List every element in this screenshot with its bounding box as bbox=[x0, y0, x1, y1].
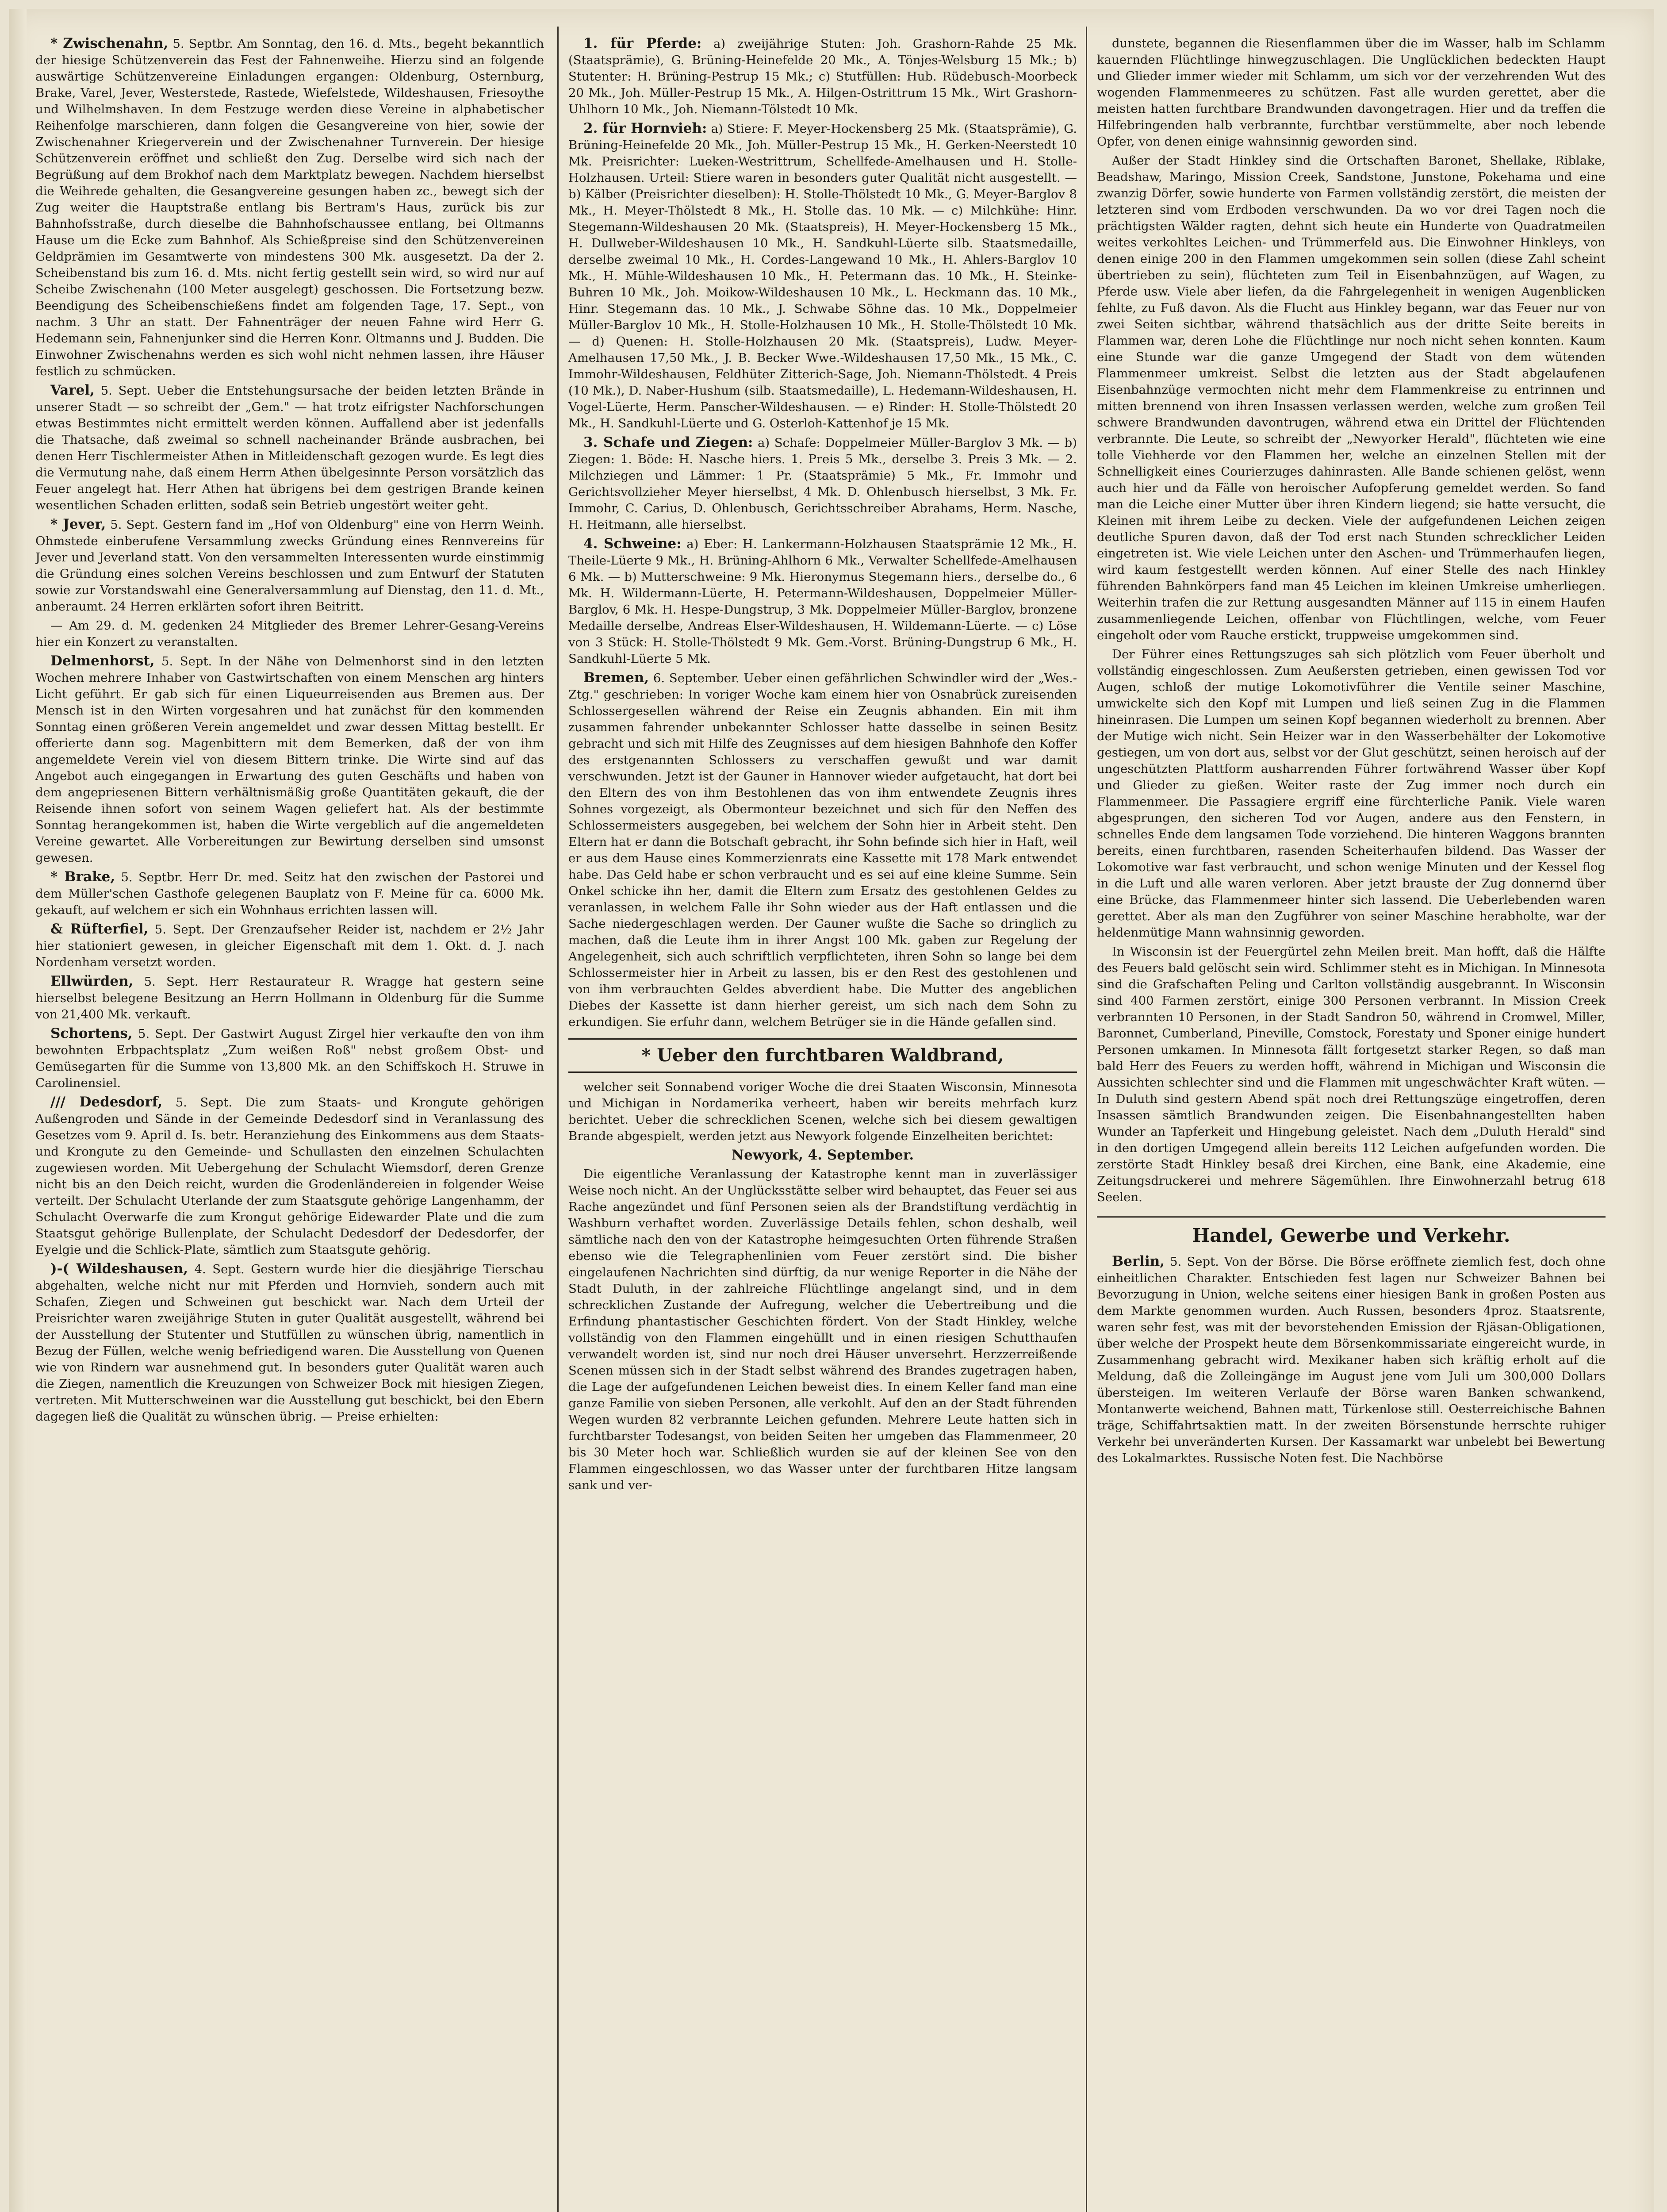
article-headline: 3. Schafe und Ziegen: bbox=[583, 434, 753, 450]
article-headline: Delmenhorst, bbox=[50, 653, 155, 669]
article-paragraph bbox=[568, 536, 1077, 667]
article-banner-headline: * Ueber den furchtbaren Waldbrand, bbox=[568, 1038, 1077, 1073]
article-paragraph bbox=[1097, 153, 1606, 644]
column-2 bbox=[568, 35, 1077, 2212]
article-text: welcher seit Sonnabend voriger Woche die drei Staaten Wisconsin, Minnesota und Michigan in Nordamerika verheert, haben wir bereits mehrfach kurz berichtet. Ueber die schrecklichen Scenen, welche sich bei diesem gewaltigen Brande abgespielt, werden jetzt aus Newyork folgende Einzelheiten berichtet: bbox=[568, 1080, 1077, 1143]
article-dateline: Newyork, 4. September. bbox=[731, 1147, 914, 1163]
article-text: a) Stiere: F. Meyer-Hockensberg 25 Mk. (Staatsprämie), G. Brüning-Heinefelde 20 Mk., Joh. Müller-Pestrup 15 Mk., H. Gerken-Neerstedt 10 Mk. Preisrichter: Lueken-Westrittrum, Schellfede-Amelhausen und H. Stolle-Holzhausen. Urteil: Stiere waren in besonders guter Qualität nicht ausgestellt. — b) Kälber (Preisrichter dieselben): H. Stolle-Thölstedt 10 Mk., G. Meyer-Barglov 8 Mk., H. Meyer-Thölstedt 8 Mk., H. Stolle das. 10 Mk. — c) Milchkühe: Hinr. Stegemann-Wildeshausen 20 Mk. (Staatspreis), H. Meyer-Hockensberg 15 Mk., H. Dullweber-Wildeshausen 10 Mk., H. Sandkuhl-Lüerte silb. Staatsmedaille, derselbe zweimal 10 Mk., H. Cordes-Langewand 10 Mk., H. Ahlers-Barglov 10 Mk., H. Mühle-Wildeshausen 10 Mk., H. Petermann das. 10 Mk., H. Steinke-Buhren 10 Mk., Joh. Moikow-Wildeshausen 10 Mk., L. Heckmann das. 10 Mk., Hinr. Stegemann das. 10 Mk., J. Schwabe Söhne das. 10 Mk., Doppelmeier Müller-Barglov 10 Mk., H. Stolle-Holzhausen 10 Mk., H. Stolle-Thölstedt 10 Mk. — d) Quenen: H. Stolle-Holzhausen 20 Mk. (Staatspreis), Ludw. Meyer-Amelhausen 17,50 Mk., J. B. Becker Wwe.-Wildeshausen 17,50 Mk., 15 Mk., C. Immohr-Wildeshausen, Feldhüter Zitterich-Sage, Joh. Niemann-Thölstedt. 4 Preis (10 Mk.), D. Naber-Hushum (silb. Staatsmedaille), L. Hedemann-Wildeshausen, H. Vogel-Lüerte, Herm. Panscher-Wildeshausen. — e) Rinder: H. Stolle-Thölstedt 20 Mk., H. Sandkuhl-Lüerte und G. Osterloh-Kattenhof je 15 Mk. bbox=[568, 122, 1077, 430]
article-text: a) zweijährige Stuten: Joh. Grashorn-Rahde 25 Mk. (Staatsprämie), G. Brüning-Heinefelde 20 Mk., A. Tönjes-Welsburg 15 Mk.; b) Stutenter: H. Brüning-Pestrup 15 Mk.; c) Stutfüllen: Hub. Rüdebusch-Moorbeck 20 Mk., Joh. Müller-Pestrup 15 Mk., A. Hilgen-Ostrittrum 15 Mk., Wirt Grashorn-Uhlhorn 10 Mk., Joh. Niemann-Tölstedt 10 Mk. bbox=[568, 37, 1077, 116]
article-headline: * Brake, bbox=[50, 869, 115, 885]
article-text: Die eigentliche Veranlassung der Katastrophe kennt man in zuverlässiger Weise noch nicht. An der Unglücksstätte selber wird behauptet, das Feuer sei aus Rache angezündet und fünf Personen seien als der Brandstiftung verdächtig in Washburn verhaftet worden. Zuverlässige Details fehlen, schon deshalb, weil sämtliche nach den von der Katastrophe heimgesuchten Orten führende Straßen ebenso wie die Telegraphenlinien vom Feuer zerstört sind. Die bisher eingelaufenen Nachrichten sind dürftig, da nur wenige Reporter in die Nähe der Stadt Duluth, in der zahlreiche Flüchtlinge angelangt sind, und in dem schrecklichen Zustande der Aufregung, welcher die Uebertreibung und die Erfindung phantastischer Geschichten fördert. Von der Stadt Hinkley, welche vollständig von den Flammen eingehüllt und in einen riesigen Schutthaufen verwandelt worden ist, sind nur noch drei Häuser unversehrt. Herzzerreißende Scenen müssen sich in der Stadt selbst während des Brandes zugetragen haben, die Lage der aufgefundenen Leichen beweist dies. In einem Keller fand man eine ganze Familie von sieben Personen, alle verkohlt. Auf den an der Stadt führenden Wegen wurden 82 verbrannte Leichen gefunden. Mehrere Leute hatten sich in furchtbarster Todesangst, von beiden Seiten her umgeben das Flammenmeer, 20 bis 30 Meter hoch war. Schließlich wurden sie auf der kleinen See von den Flammen eingeschlossen, wo das Wasser unter der furchtbaren Hitze langsam sank und ver- bbox=[568, 1167, 1077, 1492]
article-headline: Berlin, bbox=[1112, 1253, 1165, 1269]
article-text: 4. Sept. Gestern wurde hier die diesjährige Tierschau abgehalten, welche nicht nur mit Pferden und Hornvieh, sondern auch mit Schafen, Ziegen und Schweinen gut beschickt war. Nach dem Urteil der Preisrichter waren zweijährige Stuten in guter Qualität ausgestellt, während bei der Ausstellung der Stutenter und Stutfüllen zu wünschen übrig, namentlich in Bezug der Füllen, welche wenig befriedigend waren. Die Ausstellung von Quenen wie von Rindern war ausnehmend gut. In besonders guter Qualität waren auch die Ziegen, namentlich die Kreuzungen von Schweizer Bock mit hiesigen Ziegen, vertreten. Mit Mutterschweinen war die Ausstellung gut beschickt, bei den Ebern dagegen ließ die Qualität zu wünschen übrig. — Preise erhielten: bbox=[35, 1262, 544, 1424]
article-headline: 2. für Hornvieh: bbox=[583, 120, 707, 136]
article-paragraph bbox=[568, 670, 1077, 1030]
article-paragraph bbox=[1097, 646, 1606, 941]
column-3 bbox=[1097, 35, 1606, 2212]
article-text: — Am 29. d. M. gedenken 24 Mitglieder des Bremer Lehrer-Gesang-Vereins hier ein Konzert zu veranstalten. bbox=[35, 618, 544, 649]
article-paragraph bbox=[35, 1261, 544, 1425]
page-fold-shadow bbox=[9, 9, 27, 2212]
column-rule-right bbox=[1086, 27, 1087, 2212]
article-text: 6. September. Ueber einen gefährlichen Schwindler wird der „Wes.-Ztg." geschrieben: In voriger Woche kam einem hier von Osnabrück zureisenden Schlossergesellen während der Reise ein Zeugnis abhanden. Ein mit ihm zusammen fahrender unbekannter Schlosser hatte dasselbe in seinen Besitz gebracht und sich mit Hilfe des Zeugnisses auf dem hiesigen Bahnhofe den Koffer des erstgenannten Schlossers zu verschaffen gewußt und war damit verschwunden. Jetzt ist der Gauner in Hannover wieder aufgetaucht, hat dort bei den Eltern des von ihm Bestohlenen das von ihm entwendete Zeugnis ihres Sohnes vorgezeigt, als Obermonteur bezeichnet und sich für den Neffen des Schlossermeisters ausgegeben, bei welchem der Sohn hier in Arbeit steht. Den Eltern hat er dann die Botschaft gebracht, ihr Sohn befinde sich hier in Haft, weil er aus dem Hause eines Kommerzienrats eine Kassette mit 178 Mark entwendet habe. Das Geld habe er schon verbraucht und es sei auf eine kleine Summe. Sein Onkel schicke ihn her, damit die Eltern zum Ersatz des gestohlenen Geldes zu veranlassen, in welchem Falle ihr Sohn wieder aus der Haft entlassen und die Sache niedergeschlagen werden. Der Gauner wußte die Sache so dringlich zu machen, daß die Leute ihm in ihrer Angst 100 Mk. gaben zur Regelung der Angelegenheit, sich auch schriftlich verpflichteten, ihren Sohn so lange bei dem Schlossermeister hier in Arbeit zu lassen, bis er den Rest des gestohlenen und von ihm verbrauchten Geldes abverdient habe. Die Mutter des angeblichen Diebes der Kassette ist dann hierher gereist, um sich nach dem Sohn zu erkundigen. Sie erfuhr dann, welchem Betrüger sie in die Hände gefallen sind. bbox=[568, 671, 1077, 1029]
article-headline: )-( Wildeshausen, bbox=[50, 1261, 188, 1277]
article-text: Der Führer eines Rettungszuges sah sich plötzlich vom Feuer überholt und vollständig eingeschlossen. Zum Aeußersten getrieben, einen gewissen Tod vor Augen, schloß der mutige Lokomotivführer die Ventile seiner Maschine, umwickelte sich den Kopf mit Lumpen und ließ seinen Zug in die Flammen hineinrasen. Die Lumpen um seinen Kopf begannen wiederholt zu brennen. Aber der Mutige wich nicht. Sein Heizer war in den Wasserbehälter der Lokomotive gestiegen, um von dort aus, selbst vor der Glut geschützt, seinen heroisch auf der ungeschützten Plattform ausharrenden Führer fortwährend Wasser über Kopf und Glieder zu gießen. Weiter raste der Zug immer noch durch ein Flammenmeer. Die Passagiere ergriff eine fürchterliche Panik. Viele waren abgesprungen, den sicheren Tod vor Augen, andere aus den Fenstern, in schnelles Ende dem langsamen Tode vorziehend. Die hinteren Waggons brannten bereits, einen furchtbaren, rasenden Scheiterhaufen bildend. Das Wasser der Lokomotive war fast verbraucht, und schon wenige Minuten und der Kessel flog in die Luft und alle waren verloren. Aber jetzt brauste der Zug donnernd über eine Brücke, das Flammenmeer hinter sich lassend. Die Ueberlebenden waren gerettet. Aber als man den Zugführer von seiner Maschine herabholte, war der heldenmütige Mann wahnsinnig geworden. bbox=[1097, 647, 1606, 940]
article-text: 5. Sept. Ueber die Entstehungsursache der beiden letzten Brände in unserer Stadt — so schreibt der „Gem." — hat trotz eifrigster Nachforschungen etwas Bestimmtes nicht ermittelt werden können. Auffallend aber ist jedenfalls die Thatsache, daß zweimal so schnell nacheinander Brände ausbrachen, bei denen Herr Tischlermeister Athen in Mitleidenschaft gezogen wurde. Es legt dies die Vermutung nahe, daß einem Herrn Athen übelgesinnte Person vorsätzlich das Feuer angelegt hat. Herr Athen hat übrigens bei dem gestrigen Brande keinen wesentlichen Schaden erlitten, sodaß sein Betrieb ungestört weiter geht. bbox=[35, 384, 544, 512]
column-rule-left bbox=[557, 27, 559, 2212]
article-text: 5. Sept. In der Nähe von Delmenhorst sind in den letzten Wochen mehrere Inhaber von Gastwirtschaften von einem Menschen arg hinters Licht geführt. Er gab sich für einen Liqueurreisenden aus Bremen aus. Der Mensch ist in den Wirten vorgesahren und hat zunächst für den kommenden Sonntag einen größeren Verein angemeldet und zwar dessen Mittag bestellt. Er offerierte dann sog. Magenbittern mit dem Bemerken, daß der von ihm angemeldete Verein viel von diesem Bittern trinke. Die Wirte sind auf das Angebot auch eingegangen in Erwartung des guten Geschäfts und haben von dem angepriesenen Bittern verhältnismäßig große Quantitäten gekauft, die der Reisende ihnen sofort von seinem Wagen geliefert hat. Als der bestimmte Sonntag herangekommen ist, haben die Wirte vergeblich auf die angemeldeten Vereine gewartet. Alle Vorbereitungen zur Bewirtung derselben sind umsonst gewesen. bbox=[35, 654, 544, 865]
article-text: 5. Septbr. Am Sonntag, den 16. d. Mts., begeht bekanntlich der hiesige Schützenverein das Fest der Fahnenweihe. Hierzu sind an folgende auswärtige Schützenvereine Einladungen ergangen: Oldenburg, Osternburg, Brake, Varel, Jever, Westerstede, Rastede, Wiefelstede, Wildeshausen, Friesoythe und Wilhelmshaven. In dem Festzuge werden diese Vereine in alphabetischer Reihenfolge marschieren, dann folgen die Gesangvereine von hier, sowie der Zwischenahner Kriegerverein und der Zwischenahner Turnverein. Der hiesige Schützenverein eröffnet und schließt den Zug. Derselbe wird sich nach der Begrüßung auf dem Brokhof nach dem Marktplatz bewegen. Nachdem hierselbst die Weihrede gehalten, die Gesangvereine gesungen haben zc., bewegt sich der Zug weiter die Hauptstraße entlang bis Bertram's Haus, zurück bis zur Bahnhofsstraße, durch dieselbe die Bahnhofschaussee entlang, bei Oltmanns Hause um die Ecke zum Bahnhof. Als Schießpreise sind den Schützenvereinen Geldprämien im Gesamtwerte von mindestens 300 Mk. ausgesetzt. Da der 2. Scheibenstand bis zum 16. d. Mts. nicht fertig gestellt sein wird, so wird nur auf Scheibe Zwischenahn (100 Meter ausgelegt) geschossen. Die Fortsetzung bezw. Beendigung des Scheibenschießens findet am folgenden Tage, 17. Sept., von nachm. 3 Uhr an statt. Der Fahnenträger der neuen Fahne wird Herr G. Hedemann sein, Fahnenjunker sind die Herren Konr. Oltmanns und J. Budden. Die Einwohner Zwischenahns werden es sich wohl nicht nehmen lassen, ihre Häuser festlich zu schmücken. bbox=[35, 37, 544, 378]
article-paragraph bbox=[35, 516, 544, 615]
article-headline: * Jever, bbox=[50, 516, 106, 532]
article-text: dunstete, begannen die Riesenflammen über die im Wasser, halb im Schlamm kauernden Flüchtlinge hinwegzuschlagen. Die Unglücklichen bedeckten Haupt und Glieder immer wieder mit Schlamm, um sich vor der verzehrenden Wut des wogenden Flammenmeeres zu schützen. Fast alle wurden gerettet, aber die meisten hatten furchtbare Brandwunden davongetragen. Hier und da treffen die Hilfebringenden halb verbrannte, furchtbar verstümmelte, aber noch lebende Opfer, von denen einige wahnsinnig geworden sind. bbox=[1097, 36, 1606, 149]
article-paragraph bbox=[35, 1025, 544, 1091]
article-paragraph bbox=[568, 120, 1077, 432]
article-headline: Bremen, bbox=[583, 670, 649, 686]
article-paragraph bbox=[35, 618, 544, 650]
article-text: 5. Septbr. Herr Dr. med. Seitz hat den zwischen der Pastorei und dem Müller'schen Gasthofe gelegenen Bauplatz von F. Meine für ca. 6000 Mk. gekauft, auf welchem er sich ein Wohnhaus errichten lassen will. bbox=[35, 870, 544, 917]
article-text: 5. Sept. Gestern fand im „Hof von Oldenburg" eine von Herrn Weinh. Ohmstede einberufene Versammlung zwecks Gründung eines Rennvereins für Jever und Jeverland statt. Von den versammelten Interessenten wurde einstimmig die Gründung eines solchen Vereins beschlossen und zum Entwurf der Statuten sowie zur Vorstandswahl eine Generalversammlung auf Dienstag, den 11. d. Mt., anberaumt. 24 Herren erklärten sofort ihren Beitritt. bbox=[35, 518, 544, 614]
article-paragraph bbox=[568, 1079, 1077, 1144]
article-headline: Ellwürden, bbox=[50, 973, 134, 989]
article-paragraph bbox=[35, 653, 544, 866]
article-paragraph bbox=[35, 35, 544, 380]
article-text: 5. Sept. Von der Börse. Die Börse eröffnete ziemlich fest, doch ohne einheitlichen Charakter. Entschieden fest lagen nur Schweizer Bahnen bei Bevorzugung in Union, welche seitens einer hiesigen Bank in großen Posten aus dem Markte genommen wurden. Auch Russen, besonders 4proz. Staatsrente, waren sehr fest, was mit der bevorstehenden Emission der Rjäsan-Obligationen, über welche der Prospekt heute dem Börsenkommissariate eingereicht wurde, in Zusammenhang gebracht wird. Mexikaner haben sich kräftig erholt auf die Meldung, daß die Zolleingänge im August jene vom Juli um 300,000 Dollars übersteigen. Im weiteren Verlaufe der Börse waren Banken schwankend, Montanwerte weichend, Bahnen matt, Türkenlose still. Oesterreichische Bahnen träge, Schiffahrtsaktien matt. In der zweiten Börsenstunde herrschte ruhiger Verkehr bei unveränderten Kursen. Der Kassamarkt war unbelebt bei Bewertung des Lokalmarktes. Russische Noten fest. Die Nachbörse bbox=[1097, 1255, 1606, 1465]
article-text: 5. Sept. Der Gastwirt August Zirgel hier verkaufte den von ihm bewohnten Erbpachtsplatz „Zum weißen Roß" nebst großem Obst- und Gemüsegarten für die Summe von 13,800 Mk. an den Schiffskoch H. Struwe in Carolinensiel. bbox=[35, 1027, 544, 1090]
article-text: 5. Sept. Herr Restaurateur R. Wragge hat gestern seine hierselbst belegene Besitzung an Herrn Hollmann in Oldenburg für die Summe von 21,400 Mk. verkauft. bbox=[35, 975, 544, 1022]
article-headline: /// Dedesdorf, bbox=[50, 1094, 163, 1110]
article-text: Außer der Stadt Hinkley sind die Ortschaften Baronet, Shellake, Riblake, Beadshaw, Maringo, Mission Creek, Sandstone, Junstone, Pokehama und eine zwanzig Dörfer, sowie hunderte von Farmen vollständig zerstört, die meisten der letzteren sind vom Erdboden verschwunden. Da wo vor drei Tagen noch die prächtigsten Wälder ragten, dehnt sich heute ein Hunderte von Quadratmeilen weites verkohltes Leichen- und Trümmerfeld aus. Die Einwohner Hinkleys, von denen einige 200 in den Flammen umgekommen sein sollen (diese Zahl scheint übertrieben zu sein), flüchteten zum Teil in Eisenbahnzügen, auf Wagen, zu Pferde usw. Viele aber liefen, da die Fahrgelegenheit in wenigen Augenblicken fehlte, zu Fuß davon. Als die Flucht aus Hinkley begann, war das Feuer nur von zwei Seiten sichtbar, während thatsächlich aus der dritte Seite bereits in Flammen war, deren Lohe die Flüchtlinge nur noch nicht sehen konnten. Kaum eine Stunde war die ganze Umgegend der Stadt von dem wütenden Flammenmeer umkreist. Selbst die letzten aus der Stadt abgelaufenen Eisenbahnzüge vermochten nicht mehr dem Flammenkreise zu entrinnen und mitten brennend von ihren Insassen verlassen werden, welche zum großen Teil schwere Brandwunden davontrugen, während etwa ein Drittel der Flüchtenden verbrannte. Die Leute, so schreibt der „Newyorker Herald", flüchteten wie eine tolle Viehherde vor den Flammen her, welche an einzelnen Stellen mit der Schnelligkeit eines Courierzuges dahinrasten. Alle Bande schienen gelöst, wenn auch hier und da Fälle von heroischer Aufopferung gemeldet werden. So fand man die Leiche einer Mutter über ihren Kindern liegend; sie hatte versucht, die Kleinen mit ihrem Leibe zu decken. Viele der aufgefundenen Leichen zeigen deutliche Spuren davon, daß der Tod erst nach Stunden schrecklicher Leiden eingetreten ist. Wie viele Leichen unter den Aschen- und Trümmerhaufen liegen, wird kaum festgestellt werden können. Auf einer Stelle des nach Hinkley führenden Bahnkörpers fand man 45 Leichen im kleinen Umkreise umherliegen. Weiterhin trafen die zur Rettung ausgesandten Männer auf 115 in einem Haufen zusammenliegende Leichen, offenbar von Flüchtlingen, welche, vom Feuer eingeholt oder vom Rauche erstickt, truppweise umgekommen sind. bbox=[1097, 154, 1606, 642]
article-text: a) Schafe: Doppelmeier Müller-Barglov 3 Mk. — b) Ziegen: 1. Böde: H. Nasche hiers. 1. Preis 5 Mk., derselbe 3. Preis 3 Mk. — 2. Milchziegen und Lämmer: 1 Pr. (Staatsprämie) 5 Mk., Fr. Immohr und Gerichtsvollzieher Meyer hierselbst, 4 Mk. D. Ohlenbusch hierselbst, 3 Mk. Fr. Immohr, C. Carius, D. Ohlenbusch, Gerichtsschreiber Abrahams, Herm. Nasche, H. Heitmann, alle hierselbst. bbox=[568, 436, 1077, 532]
article-headline: Schortens, bbox=[50, 1025, 133, 1041]
article-paragraph bbox=[568, 35, 1077, 118]
article-text: a) Eber: H. Lankermann-Holzhausen Staatsprämie 12 Mk., H. Theile-Lüerte 9 Mk., H. Brüning-Ahlhorn 6 Mk., Verwalter Schellfede-Amelhausen 6 Mk. — b) Mutterschweine: 9 Mk. Hieronymus Stegemann hiers., derselbe do., 6 Mk. H. Wildermann-Lüerte, H. Petermann-Wildeshausen, Doppelmeier Müller-Barglov, 6 Mk. H. Hespe-Dungstrup, 3 Mk. Doppelmeier Müller-Barglov, bronzene Medaille derselbe, Andreas Elser-Wildeshausen, H. Wildemann-Lüerte. — c) Löse von 3 Stück: H. Stolle-Thölstedt 9 Mk. Gem.-Vorst. Brüning-Dungstrup 6 Mk., H. Sandkuhl-Lüerte 5 Mk. bbox=[568, 537, 1077, 666]
section-heading: Handel, Gewerbe und Verkehr. bbox=[1097, 1216, 1606, 1248]
article-text: In Wisconsin ist der Feuergürtel zehn Meilen breit. Man hofft, daß die Hälfte des Feuers bald gelöscht sein wird. Schlimmer steht es in Michigan. In Minnesota sind die Grafschaften Peling und Carlton vollständig ausgebrannt. In Wisconsin sind 400 Farmen zerstört, einige 300 Personen verbrannt. In Mission Creek verbrannten 10 Personen, in der Stadt Sandron 50, während in Cromwel, Miller, Baronnet, Cumberland, Pineville, Comstock, Forestaty und Sponer einige hundert Personen umkamen. In Minnesota fällt fortgesetzt starker Regen, so daß man bald Herr des Feuers zu werden hofft, während in Michigan und Wisconsin die Aussichten schlechter sind und die Flammen mit ungeschwächter Kraft wüten. — In Duluth sind gestern Abend spät noch drei Rettungszüge eingetroffen, deren Insassen sämtlich Brandwunden zeigen. Die Eisenbahnangestellten haben Wunder an Tapferkeit und Hingebung geleistet. Nach dem „Duluth Herald" sind in den dortigen Umgegend allein bereits 112 Leichen aufgefunden worden. Die zerstörte Stadt Hinkley besaß drei Kirchen, eine Bank, eine Akademie, eine Zeitungsdruckerei und mehrere Sägemühlen. Ihre Einwohnerzahl betrug 618 Seelen. bbox=[1097, 945, 1606, 1204]
article-headline: Varel, bbox=[50, 382, 95, 398]
article-headline: 1. für Pferde: bbox=[583, 35, 702, 51]
article-headline: & Rüfterfiel, bbox=[50, 921, 149, 937]
article-paragraph bbox=[568, 434, 1077, 533]
article-paragraph bbox=[1097, 1253, 1606, 1467]
article-paragraph bbox=[35, 973, 544, 1023]
article-headline: 4. Schweine: bbox=[583, 536, 682, 552]
column-1 bbox=[35, 35, 544, 2212]
article-text: 5. Sept. Die zum Staats- und Krongute gehörigen Außengroden und Sände in der Gemeinde Dedesdorf sind in Veranlassung des Gesetzes vom 9. April d. Is. betr. Heranziehung des Einkommens aus dem Staats- und Krongute zu den Gemeinde- und Schullasten den einzelnen Schulachten zugewiesen worden. Mit Uebergehung der Schulacht Wiemsdorf, deren Grenze nicht bis an den Deich reicht, wurden die Grodenländereien in folgender Weise verteilt. Der Schulacht Uterlande der zum Staatsgute gehörige Langenhamm, der Schulacht Overwarfe die zum Krongut gehörige Eidewarder Plate und die zum Staatsgut gehörige Bullenplate, der Schulacht Dedesdorf der Dedesdorfer, der Eyelgie und die Schlick-Plate, sämtlich zum Staatsgute gehörig. bbox=[35, 1095, 544, 1257]
article-paragraph bbox=[35, 382, 544, 514]
article-paragraph bbox=[568, 1166, 1077, 1494]
article-paragraph bbox=[35, 1094, 544, 1258]
newspaper-page bbox=[9, 9, 1654, 2212]
article-paragraph bbox=[35, 921, 544, 971]
article-paragraph bbox=[1097, 35, 1606, 150]
article-paragraph bbox=[35, 869, 544, 918]
article-headline: * Zwischenahn, bbox=[50, 35, 169, 51]
article-paragraph bbox=[1097, 944, 1606, 1206]
article-text: 5. Sept. Der Grenzaufseher Reider ist, nachdem er 2½ Jahr hier stationiert gewesen, in gleicher Eigenschaft mit dem 1. Okt. d. J. nach Nordenham versetzt worden. bbox=[35, 922, 544, 969]
